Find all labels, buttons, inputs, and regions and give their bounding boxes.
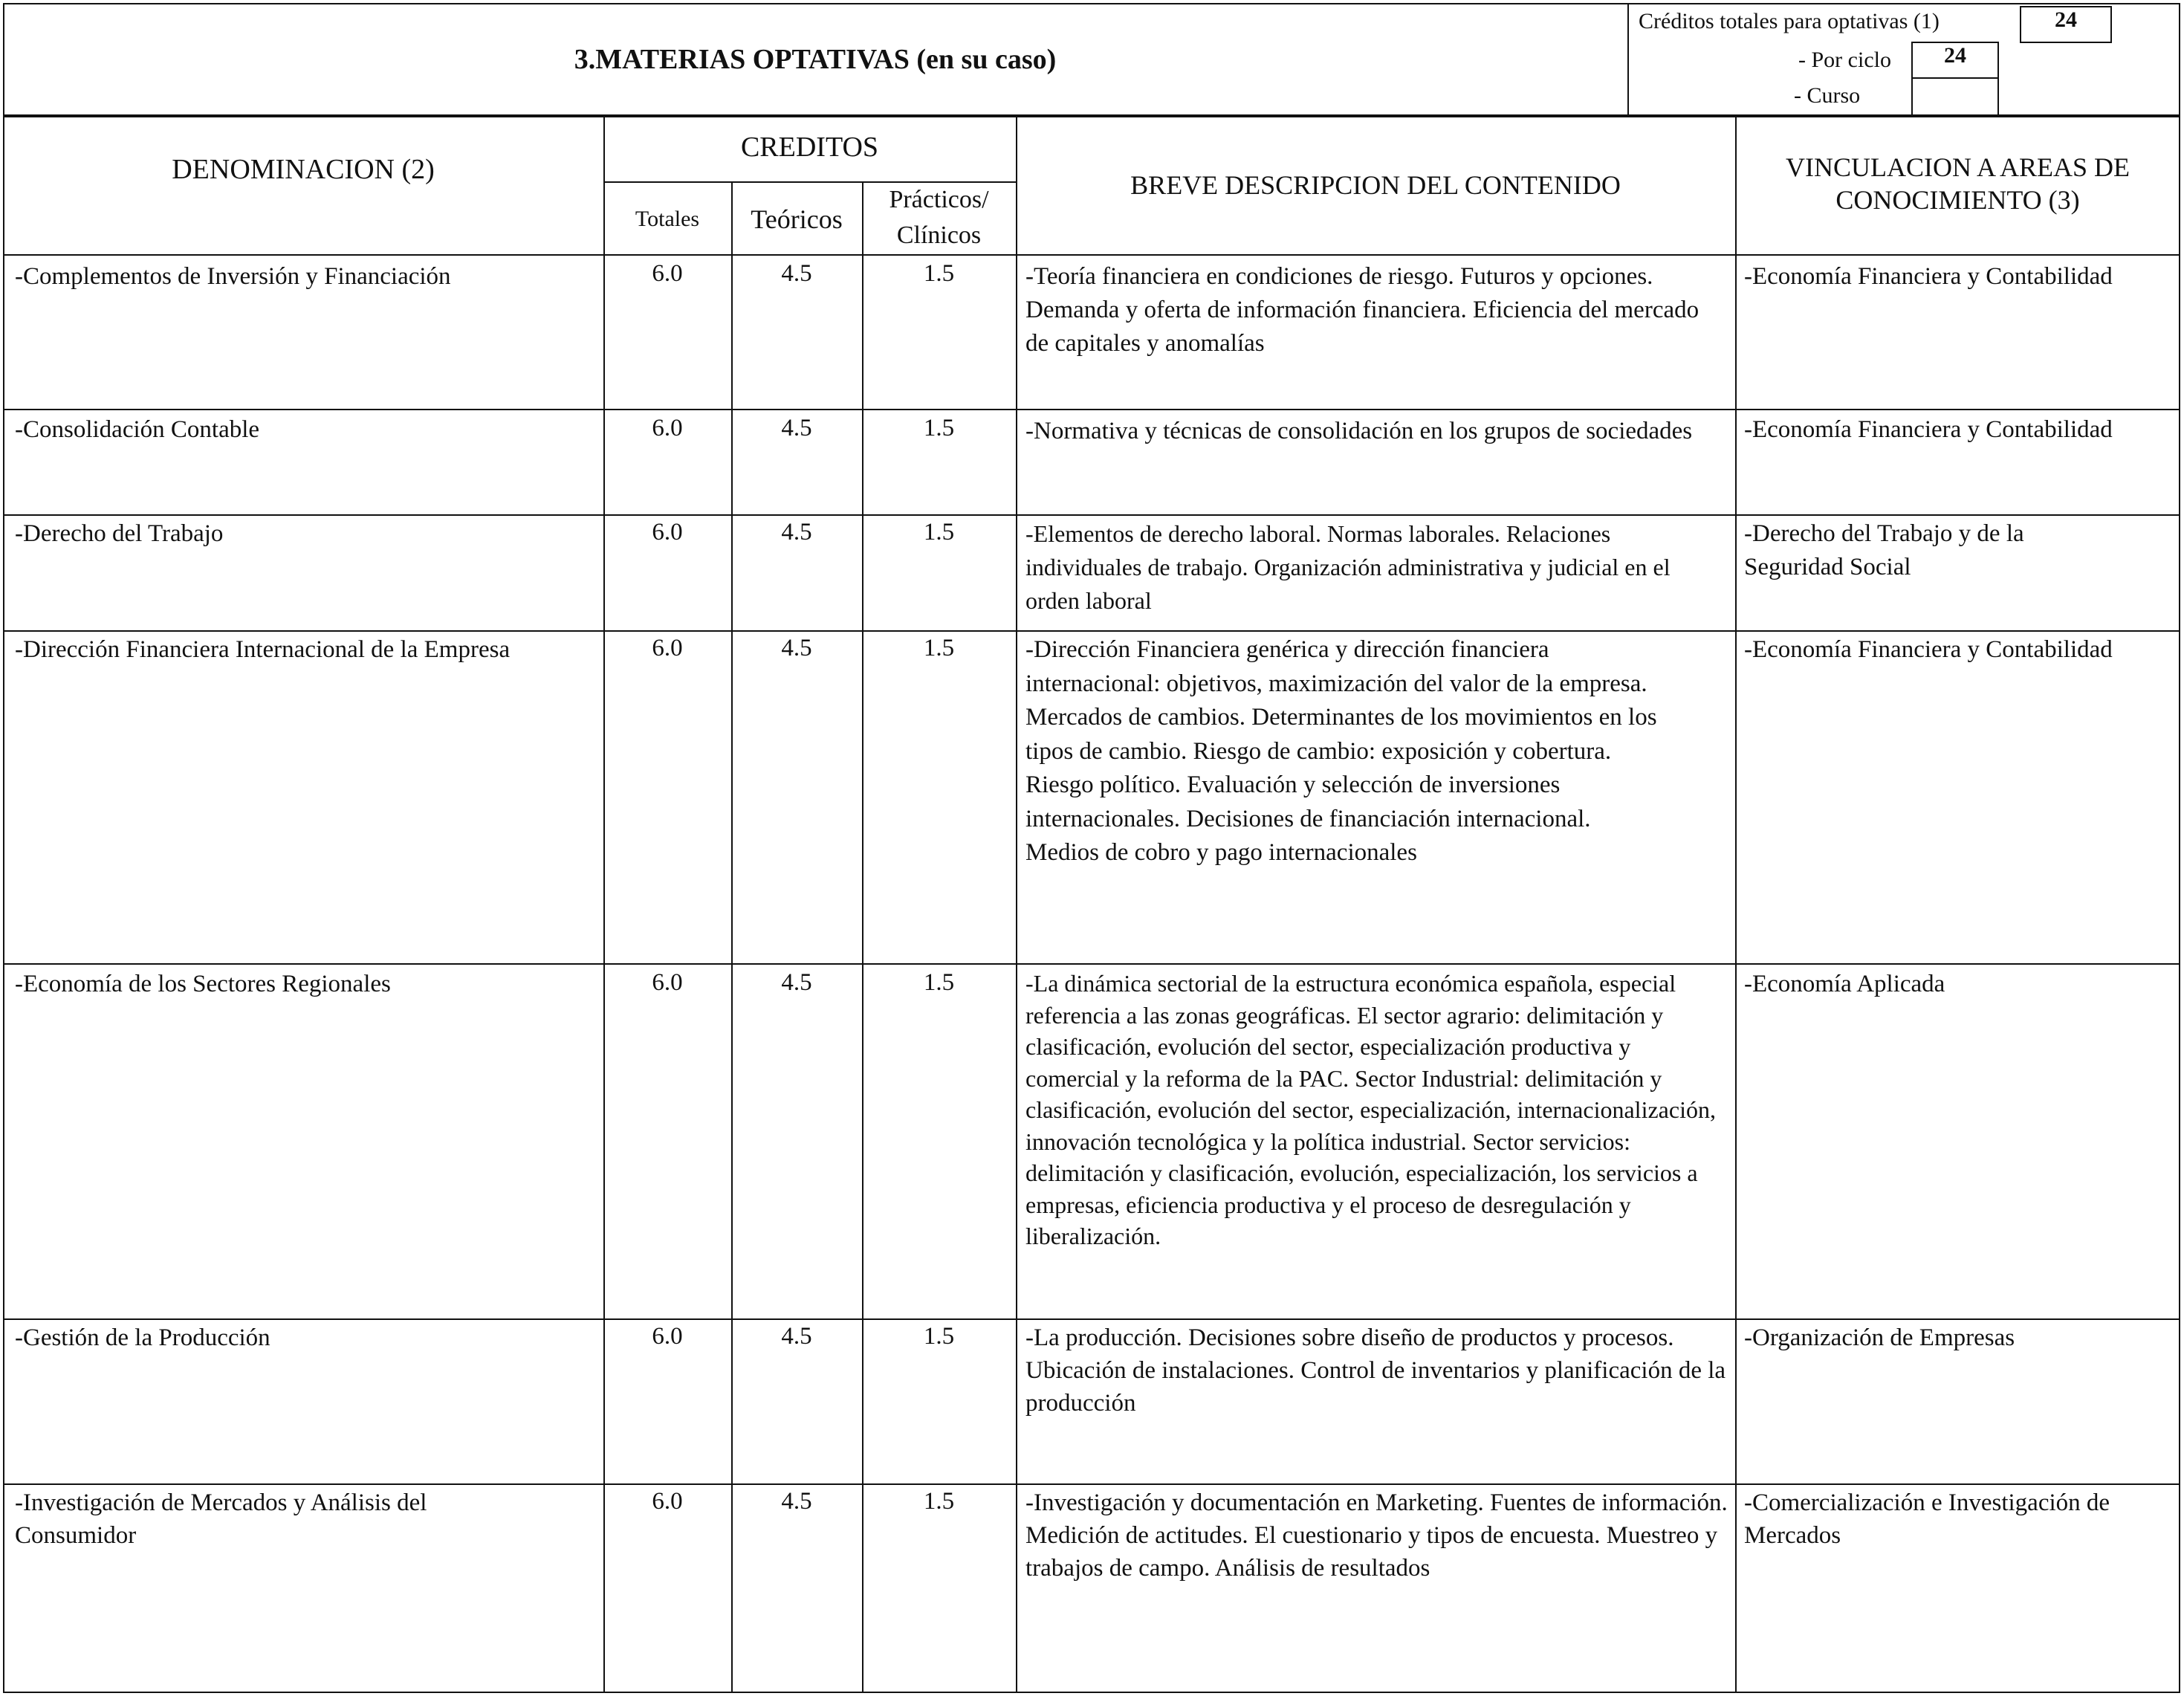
row-3-practicos: 1.5: [923, 635, 955, 661]
row-3-teoricos: 4.5: [781, 635, 812, 661]
row-line-0: [3, 254, 2180, 256]
row-2-totales: 6.0: [652, 519, 683, 546]
row-3-area: -Economía Financiera y Contabilidad: [1744, 636, 2113, 663]
col-header-teoricos: Teóricos: [751, 204, 843, 234]
row-5-totales: 6.0: [652, 1323, 683, 1350]
row-6-totales: 6.0: [652, 1488, 683, 1515]
col-line-5: [1735, 116, 1737, 1693]
row-0-totales: 6.0: [652, 260, 683, 287]
row-1-totales: 6.0: [652, 415, 683, 441]
row-6-denominacion: -Investigación de Mercados y Análisis del Consumidor: [15, 1489, 427, 1549]
row-4-practicos: 1.5: [923, 969, 955, 996]
row-5-area: -Organización de Empresas: [1744, 1324, 2015, 1351]
row-1-area: -Economía Financiera y Contabilidad: [1744, 416, 2113, 443]
row-6-descripcion: -Investigación y documentación en Marketing. Fuentes de información. Medición de actitudes. El cuestionario y tipos de encuesta. Muestreo y trabajos de campo. Análisis de resultados: [1025, 1489, 1728, 1582]
row-line-6: [3, 1483, 2180, 1485]
row-0-descripcion: -Teoría financiera en condiciones de riesgo. Futuros y opciones. Demanda y oferta de información financiera. Eficiencia del mercado de capitales y anomalías: [1025, 263, 1699, 357]
row-line-1: [3, 409, 2180, 410]
row-0-teoricos: 4.5: [781, 260, 812, 287]
row-1-descripcion: -Normativa y técnicas de consolidación en los grupos de sociedades: [1025, 418, 1693, 444]
row-4-denominacion: -Economía de los Sectores Regionales: [15, 971, 391, 997]
col-header-denominacion: DENOMINACION (2): [172, 154, 435, 185]
row-3-descripcion: -Dirección Financiera genérica y dirección financiera internacional: objetivos, maximización del valor de la empresa. Mercados de cambios. Determinantes de los movimientos en los tipos de cambio. Riesgo de cambio: exposición y cobertura. Riesgo político. Evaluación y selección de inversiones internacionales. Decisiones de financiación internacional. Medios de cobro y pago internacionales: [1025, 636, 1657, 866]
por-ciclo-label: - Por ciclo: [1798, 48, 1891, 72]
creditos-subline: [603, 181, 1016, 183]
por-ciclo-value: 24: [1944, 43, 1966, 68]
row-1-teoricos: 4.5: [781, 415, 812, 441]
row-line-3: [3, 630, 2180, 632]
col-line-4: [1016, 116, 1017, 1693]
row-4-descripcion: -La dinámica sectorial de la estructura económica española, especial referencia a las zonas geográficas. El sector agrario: delimitación y clasificación, evolución del sector, especialización productiva y comercial y la reforma de la PAC. Sector Industrial: delimitación y clasificación, evolución del sector, especialización, internacionalización, innovación tecnológica y la política industrial. Sector servicios: delimitación y clasificación, evolución, especialización, los servicios a empresas, eficiencia productiva y el proceso de desregulación y liberalización.: [1025, 970, 1716, 1249]
row-2-denominacion: -Derecho del Trabajo: [15, 520, 224, 547]
row-line-4: [3, 963, 2180, 965]
col-line-1: [603, 116, 605, 1693]
row-0-denominacion: -Complementos de Inversión y Financiación: [15, 263, 451, 290]
row-2-practicos: 1.5: [923, 519, 955, 546]
col-header-creditos: CREDITOS: [740, 132, 879, 163]
row-5-denominacion: -Gestión de la Producción: [15, 1324, 270, 1351]
row-5-practicos: 1.5: [923, 1323, 955, 1350]
row-0-area: -Economía Financiera y Contabilidad: [1744, 263, 2113, 290]
row-6-area: -Comercialización e Investigación de Mercados: [1744, 1489, 2110, 1549]
row-2-teoricos: 4.5: [781, 519, 812, 546]
row-5-descripcion: -La producción. Decisiones sobre diseño de productos y procesos. Ubicación de instalaciones. Control de inventarios y planificación de la producción: [1025, 1324, 1726, 1417]
row-4-teoricos: 4.5: [781, 969, 812, 996]
row-5-teoricos: 4.5: [781, 1323, 812, 1350]
col-header-practicos-line1: Prácticos/: [889, 186, 989, 213]
creditos-totales-value: 24: [2055, 7, 2077, 32]
col-header-vinculacion-line1: VINCULACION A AREAS DE: [1785, 152, 2130, 182]
row-3-denominacion: -Dirección Financiera Internacional de la Empresa: [15, 636, 511, 663]
creditos-totales-label: Créditos totales para optativas (1): [1639, 9, 1940, 33]
row-6-teoricos: 4.5: [781, 1488, 812, 1515]
row-1-practicos: 1.5: [923, 415, 955, 441]
col-header-totales: Totales: [635, 207, 700, 231]
curso-label: - Curso: [1794, 83, 1861, 108]
row-6-practicos: 1.5: [923, 1488, 955, 1515]
section-title: 3.MATERIAS OPTATIVAS (en su caso): [574, 44, 1057, 75]
row-0-practicos: 1.5: [923, 260, 955, 287]
row-line-2: [3, 514, 2180, 516]
header-divider: [1627, 3, 1629, 116]
row-4-totales: 6.0: [652, 969, 683, 996]
row-line-5: [3, 1318, 2180, 1320]
row-1-denominacion: -Consolidación Contable: [15, 416, 260, 443]
row-2-descripcion: -Elementos de derecho laboral. Normas laborales. Relaciones individuales de trabajo. Organización administrativa y judicial en el orden laboral: [1025, 520, 1671, 614]
col-header-practicos-line2: Clínicos: [896, 221, 982, 249]
curso-box: [1911, 77, 1999, 116]
col-header-vinculacion-line2: CONOCIMIENTO (3): [1835, 185, 2080, 215]
row-3-totales: 6.0: [652, 635, 683, 661]
col-header-descripcion: BREVE DESCRIPCION DEL CONTENIDO: [1130, 170, 1621, 200]
row-2-area: -Derecho del Trabajo y de la Seguridad Social: [1744, 520, 2024, 580]
row-4-area: -Economía Aplicada: [1744, 971, 1945, 997]
